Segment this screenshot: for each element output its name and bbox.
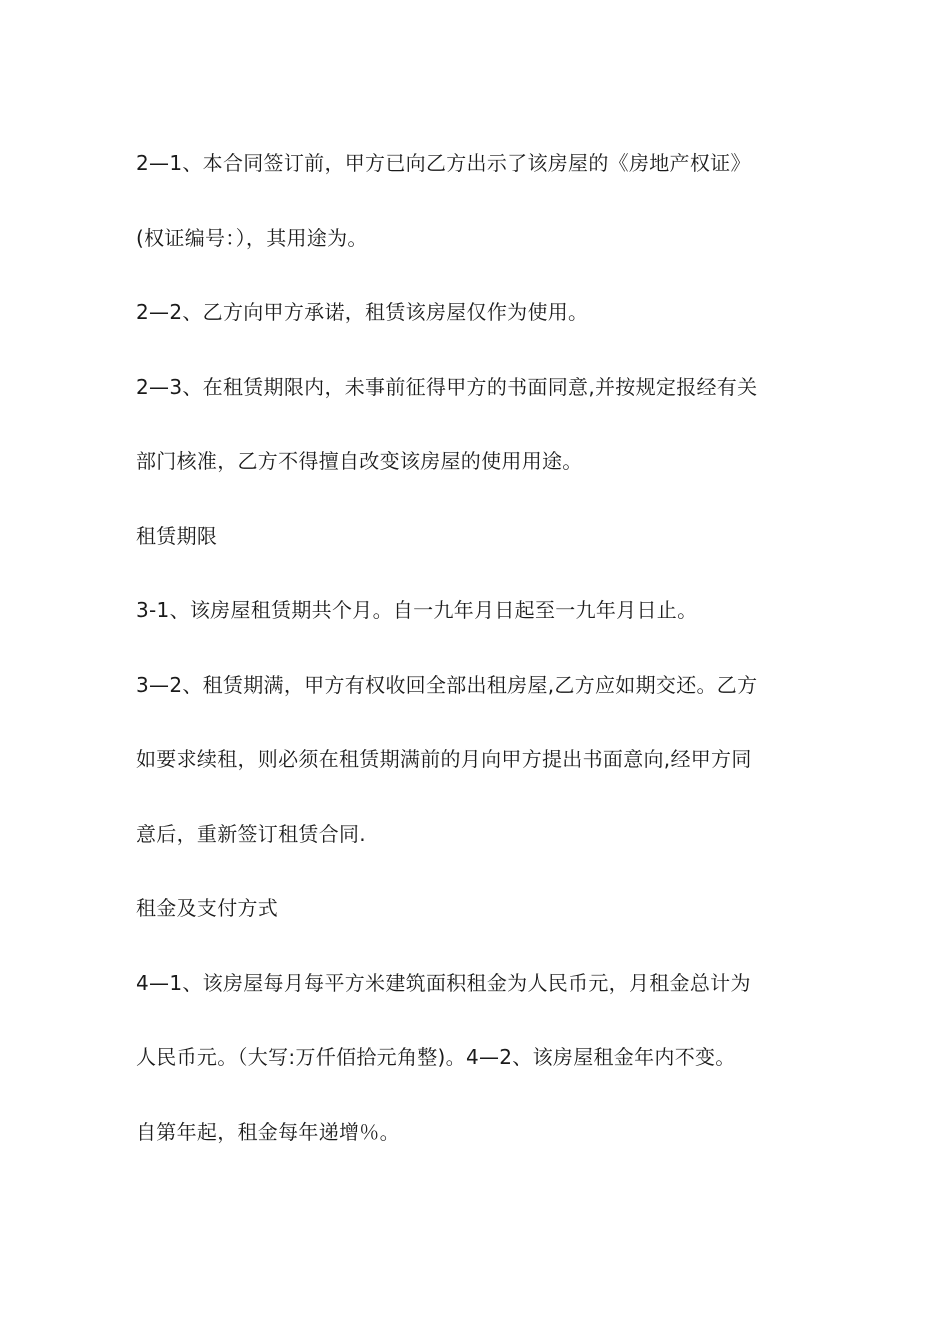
clause-3-2-line-1: 3—2、租赁期满，甲方有权收回全部出租房屋,乙方应如期交还。乙方 <box>136 672 758 697</box>
clause-2-3-line-2: 部门核准，乙方不得擅自改变该房屋的使用用途。 <box>136 449 583 473</box>
section-heading-lease-term: 租赁期限 <box>136 523 218 548</box>
clause-4-2-line-3: 自第年起，租金每年递增％。 <box>136 1119 400 1144</box>
clause-3-2-line-3: 意后，重新签订租赁合同. <box>136 821 366 846</box>
section-heading-rent-payment: 租金及支付方式 <box>136 896 279 920</box>
clause-3-2-line-2: 如要求续租，则必须在租赁期满前的月向甲方提出书面意向,经甲方同 <box>136 747 752 771</box>
document-body <box>136 140 826 1183</box>
clause-2-2: 2—2、乙方向甲方承诺，租赁该房屋仅作为使用。 <box>136 300 589 324</box>
clause-2-1-line-1: 2—1、本合同签订前，甲方已向乙方出示了该房屋的《房地产权证》 <box>136 151 751 175</box>
clause-2-1-line-2: (权证编号：），其用途为。 <box>136 225 368 250</box>
clause-2-3-line-1: 2—3、在租赁期限内，未事前征得甲方的书面同意,并按规定报经有关 <box>136 374 758 399</box>
clause-3-1: 3-1、该房屋租赁期共个月。自一九年月日起至一九年月日止。 <box>136 598 698 622</box>
clause-4-1-line-2: 人民币元。（大写:万仟佰拾元角整)。4—2、该房屋租金年内不变。 <box>136 1045 736 1069</box>
clause-4-1-line-1: 4—1、该房屋每月每平方米建筑面积租金为人民币元，月租金总计为 <box>136 970 751 995</box>
